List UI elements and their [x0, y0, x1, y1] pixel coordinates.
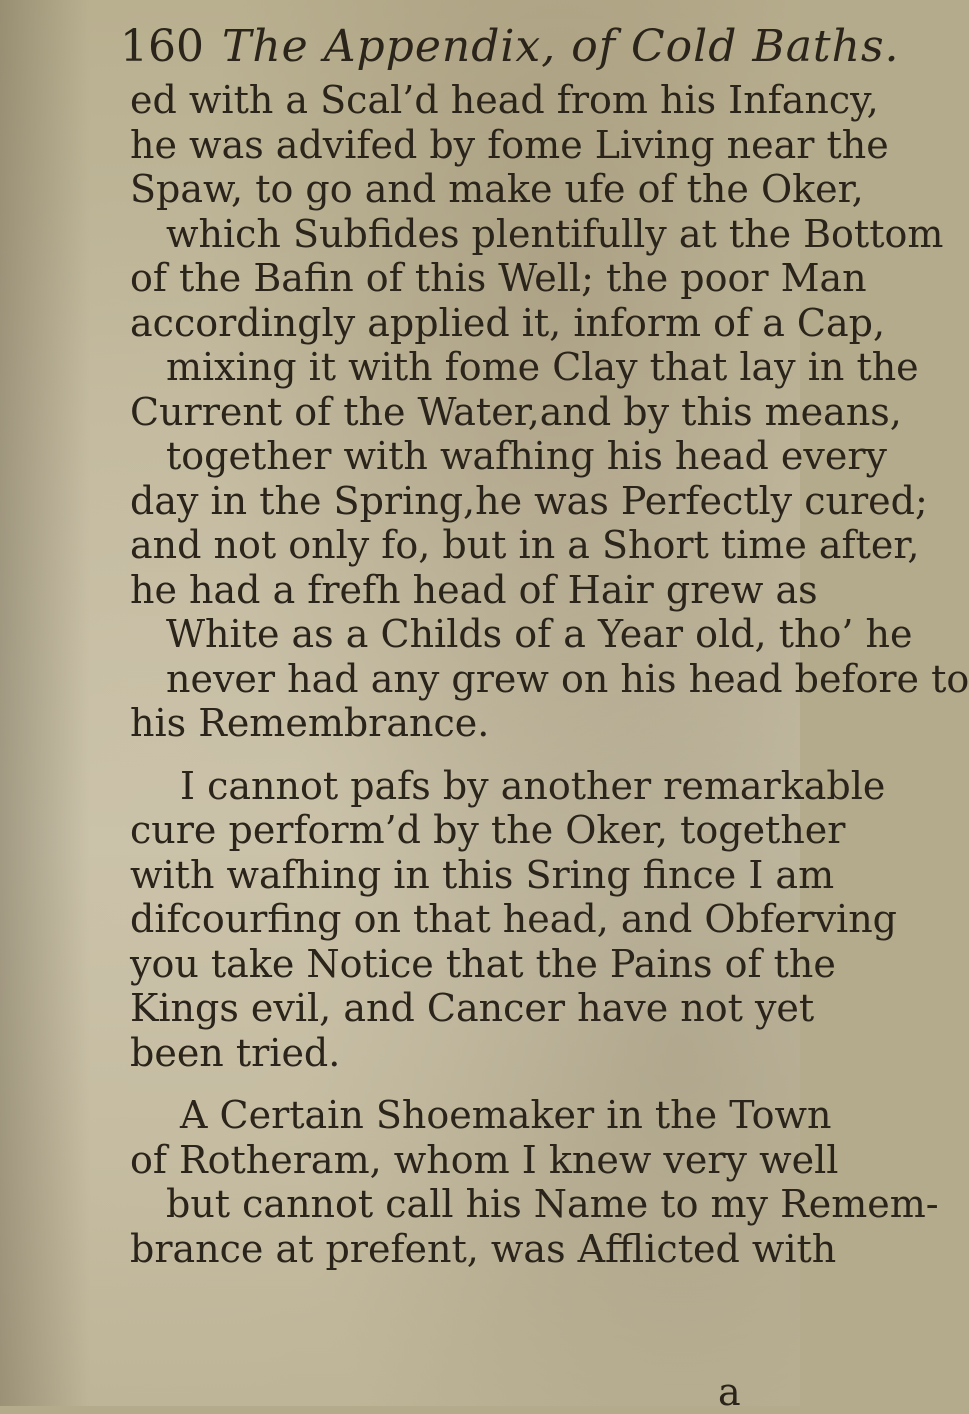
text-line: brance at prefent, was Afflicted with: [130, 1226, 837, 1271]
text-line: but cannot call his Name to my Remem-: [166, 1182, 939, 1226]
text-line: Spaw, to go and make ufe of the Oker,: [130, 167, 864, 211]
catchword: a: [718, 1370, 741, 1414]
paragraph-gap: [130, 1075, 790, 1093]
text-line: he had a frefh head of Hair grew as: [130, 567, 818, 612]
running-title: The Appendix, of Cold Baths.: [222, 21, 900, 72]
text-line: he was advifed by fome Living near the: [130, 122, 889, 167]
text-line: his Remembrance.: [130, 701, 490, 745]
text-line: A Certain Shoemaker in the Town: [180, 1093, 832, 1137]
text-line: never had any grew on his head before to: [166, 656, 969, 701]
text-line: difcourfing on that head, and Obferving: [130, 897, 897, 941]
page-body: [130, 78, 969, 1271]
paragraph-gap: [130, 746, 790, 764]
text-line: you take Notice that the Pains of the: [130, 941, 836, 986]
text-line: Kings evil, and Cancer have not yet: [130, 986, 815, 1030]
text-line: accordingly applied it, inform of a Cap,: [130, 300, 886, 345]
text-line: I cannot pafs by another remarkable: [180, 763, 886, 808]
text-line: Current of the Water,and by this means,: [130, 389, 902, 434]
page-number: 160: [120, 21, 204, 72]
text-line: of the Bafin of this Well; the poor Man: [130, 256, 867, 300]
text-line: been tried.: [130, 1030, 341, 1075]
text-line: day in the Spring,he was Perfectly cured;: [130, 478, 928, 523]
text-line: with wafhing in this Sring fince I am: [130, 852, 835, 897]
text-line: mixing it with fome Clay that lay in the: [166, 345, 919, 389]
text-line: cure perform’d by the Oker, together: [130, 808, 846, 852]
running-header: [120, 14, 900, 80]
text-line: together with wafhing his head every: [166, 434, 887, 478]
text-line: and not only fo, but in a Short time after,: [130, 523, 920, 567]
text-line: ed with a Scal’d head from his Infancy,: [130, 78, 879, 122]
text-line: which Subfides plentifully at the Bottom: [166, 211, 944, 256]
text-line: of Rotheram, whom I knew very well: [130, 1137, 839, 1182]
page-gutter-shadow: [0, 0, 90, 1406]
text-line: White as a Childs of a Year old, tho’ he: [166, 612, 913, 656]
